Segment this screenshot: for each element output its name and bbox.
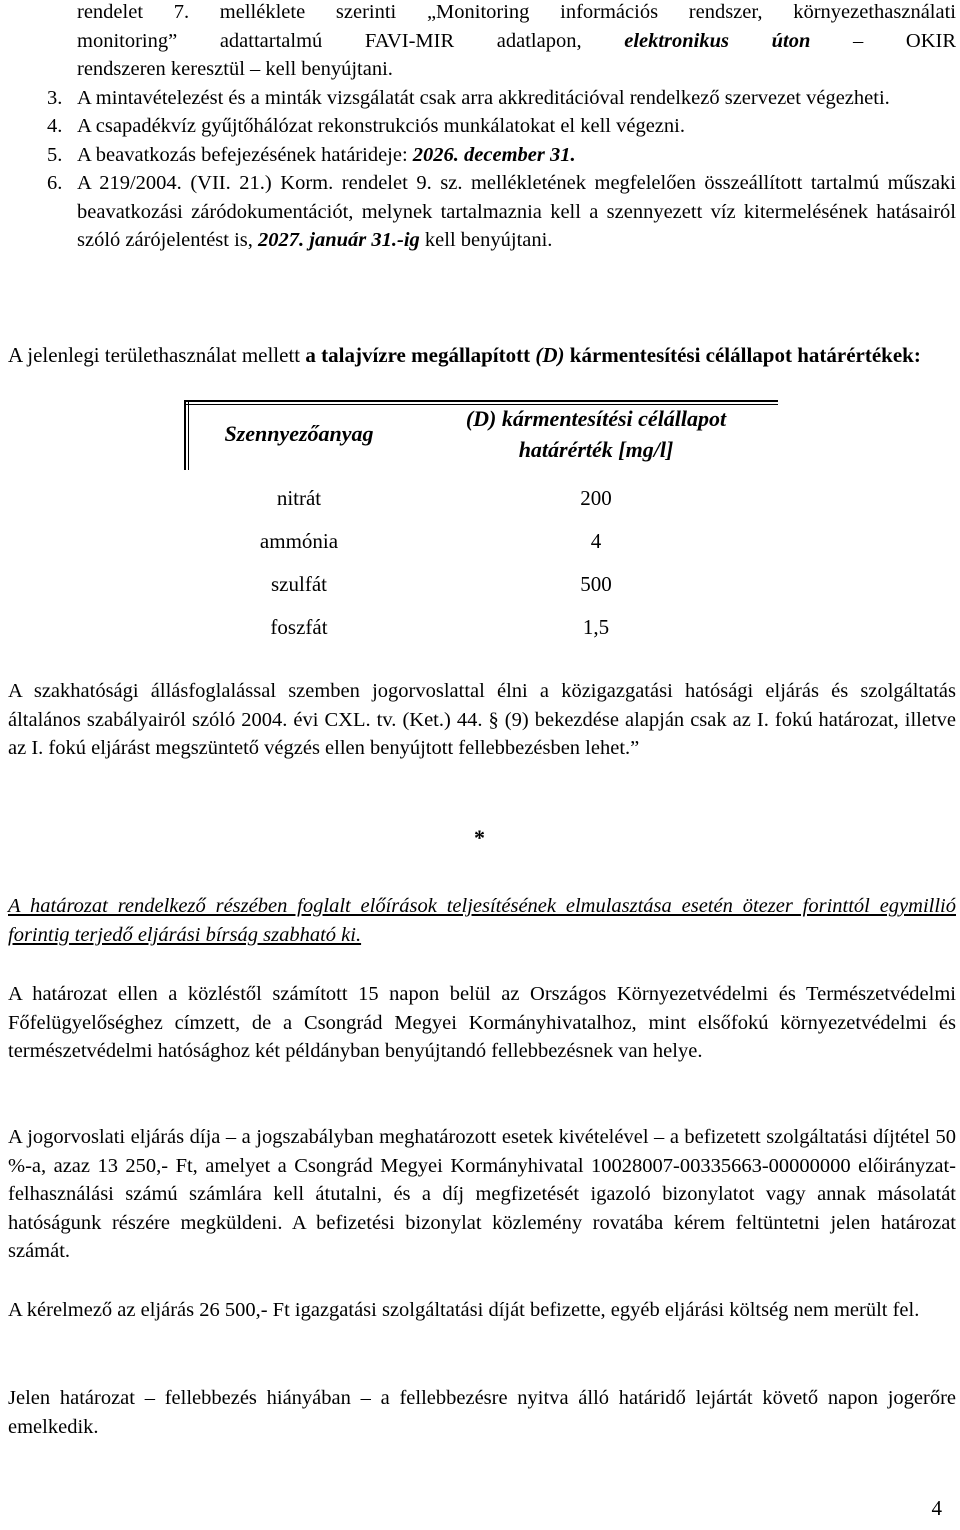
- intro-line-2-emph: elektronikus úton: [624, 29, 811, 52]
- value-cell: 4: [590, 529, 602, 553]
- list-item-6: [8, 169, 956, 255]
- documentation-requirement: A 219/2004. (VII. 21.) Korm. rendelet 9. sz. mellékletének megfelelően összeállított tartalmú műszaki beavatkozási záródokumentációt, melynek tartalmaznia kell a szennyezett víz kitermelésének hatásairól szóló zárójelentést is,: [77, 172, 956, 251]
- table-top-border: [184, 400, 778, 402]
- groundwater-intro: [8, 341, 956, 370]
- appeal-text: A szakhatósági állásfoglalással szemben jogorvoslattal élni a közigazgatási hatósági eljárás és szolgáltatás általános szabályairól szóló 2004. évi CXL. tv. (Ket.) 44. § (9) bekezdése alapján csak az I. fokú határozat, illetve az I. fokú eljárást megszüntető végzés ellen benyújtott fellebbezésben lehet.”: [8, 680, 956, 759]
- substance-cell: szulfát: [271, 572, 327, 596]
- list-item-number: 5.: [47, 143, 63, 166]
- fee-paragraph: [8, 1123, 956, 1266]
- final-paragraph: [8, 1384, 956, 1441]
- groundwater-intro-c: (D): [535, 343, 565, 367]
- list-item-5: [8, 141, 956, 170]
- table-row: [184, 520, 778, 563]
- paid-paragraph: [8, 1296, 956, 1325]
- table-body: [184, 477, 778, 649]
- page-number: 4: [931, 1495, 942, 1520]
- list-item-number: 6.: [47, 172, 63, 194]
- value-cell: 500: [580, 572, 612, 596]
- paid-text: A kérelmező az eljárás 26 500,- Ft igazgatási szolgáltatási díját befizette, egyéb eljárási költség nem merült fel.: [8, 1299, 920, 1321]
- deadline-date: 2026. december 31.: [412, 143, 576, 166]
- groundwater-intro-b: a talajvízre megállapított: [305, 343, 536, 367]
- fine-paragraph: [8, 892, 956, 949]
- table-row: [184, 563, 778, 606]
- appeal-paragraph: [8, 677, 956, 763]
- final-text: Jelen határozat – fellebbezés hiányában – a fellebbezésre nyitva álló határidő lejártát követő napon jogerőre emelkedik.: [8, 1387, 956, 1438]
- remedy-paragraph: [8, 980, 956, 1066]
- table-row: [184, 606, 778, 649]
- fee-text: A jogorvoslati eljárás díja – a jogszabályban meghatározott esetek kivételével – a befizetett szolgáltatási díjtétel 50 %-a, azaz 13 250,- Ft, amelyet a Csongrád Megyei Kormányhivatal 10028007-00335663-00000000 előirányzat-felhasználási számú számlára kell átutalni, és a díj megfizetését igazoló bizonylatot vagy annak másolatát hatóságunk részére megküldeni. A befizetési bizonylat közlemény rovatába kérem feltüntetni jelen határozat számát.: [8, 1126, 956, 1262]
- documentation-tail: kell benyújtani.: [419, 229, 553, 251]
- intro-line-2-c: – OKIR: [810, 29, 957, 52]
- intro-line-3: rendszeren keresztül – kell benyújtani.: [77, 58, 393, 80]
- list-item-text: A mintavételezést és a minták vizsgálatát csak arra akkreditációval rendelkező szervezet végezheti.: [77, 86, 890, 109]
- column-header-substance: Szennyezőanyag: [224, 421, 374, 446]
- list-item-4: [8, 112, 956, 141]
- value-cell: 200: [580, 486, 612, 510]
- fine-text: A határozat rendelkező részében foglalt előírások teljesítésének elmulasztása esetén ötezer forinttól egymillió forintig terjedő eljárási bírság szabható ki.: [8, 895, 956, 946]
- groundwater-intro-a: A jelenlegi területhasználat mellett: [8, 343, 306, 367]
- intro-line-2-a: monitoring” adattartalmú FAVI-MIR adatlapon,: [77, 29, 625, 52]
- list-item-number: 3.: [47, 86, 63, 109]
- value-cell: 1,5: [582, 615, 610, 639]
- section-separator: *: [474, 825, 485, 850]
- list-intro: [8, 0, 956, 84]
- groundwater-intro-text: [8, 341, 956, 370]
- requirements-list: [8, 0, 956, 255]
- substance-cell: foszfát: [270, 615, 328, 639]
- substance-cell: nitrát: [276, 486, 322, 510]
- list-item-text: [8, 169, 956, 255]
- intro-line-2: [77, 27, 956, 56]
- column-header-limit: [414, 403, 778, 465]
- table-row: [184, 477, 778, 520]
- list-item-text: A csapadékvíz gyűjtőhálózat rekonstrukciós munkálatokat el kell végezni.: [77, 115, 685, 137]
- deadline-label: A beavatkozás befejezésének határideje:: [77, 143, 413, 166]
- groundwater-intro-d: kármentesítési célállapot határértékek:: [564, 343, 921, 367]
- documentation-deadline: 2027. január 31.-ig: [258, 229, 420, 251]
- list-item-text: [8, 141, 576, 170]
- list-item-3: [8, 84, 956, 113]
- intro-line-1: rendelet 7. melléklete szerinti „Monitoring információs rendszer, környezethasználati: [77, 1, 956, 23]
- remedy-text: A határozat ellen a közléstől számított 15 napon belül az Országos Környezetvédelmi és Természetvédelmi Főfelügyelőséghez címzett, de a Csongrád Megyei Kormányhivatalhoz, mint elsőfokú környezetvédelmi és természetvédelmi hatósághoz két példányban benyújtandó fellebbezésnek van helye.: [8, 983, 956, 1062]
- list-item-number: 4.: [47, 115, 63, 137]
- column-header-limit-line2: határérték [mg/l]: [518, 437, 674, 462]
- column-header-limit-line1: (D) kármentesítési célállapot: [465, 406, 727, 431]
- substance-cell: ammónia: [259, 529, 339, 553]
